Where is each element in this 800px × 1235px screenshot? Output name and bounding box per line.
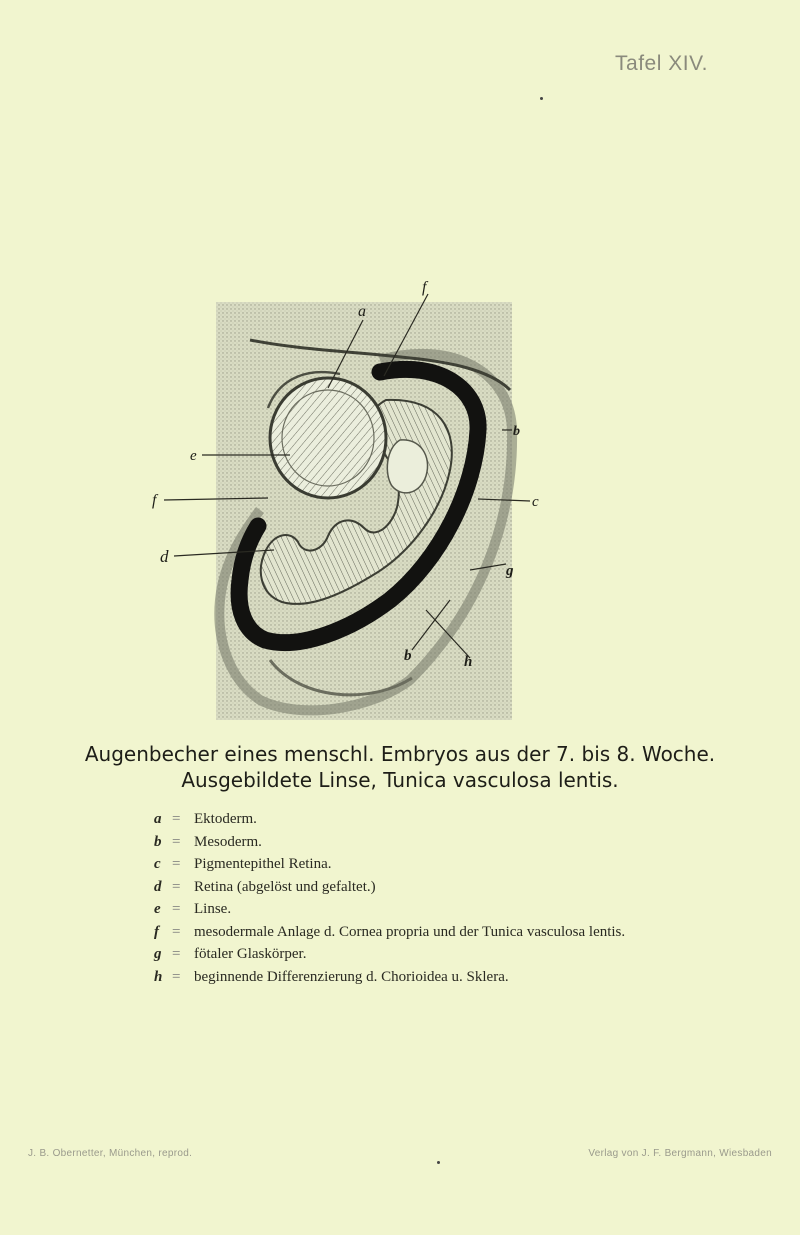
legend-key: d [154,878,162,895]
lens [270,378,386,498]
label-f-top: f [422,280,427,296]
footer-publisher-credit: Verlag von J. F. Bergmann, Wiesbaden [588,1148,772,1159]
legend-equals: = [172,923,181,940]
legend-item [154,898,625,921]
label-a: a [358,303,366,320]
legend-text: Pigmentepithel Retina. [194,856,332,872]
legend-item [154,943,625,966]
plate-number: Tafel XIV. [615,52,708,75]
legend-key: b [154,833,162,850]
legend-text: Ektoderm. [194,811,257,827]
embryo-eye-illustration [150,280,550,720]
footer-reproduction-credit: J. B. Obernetter, München, reprod. [28,1148,193,1159]
legend-key: g [154,946,162,962]
legend-item [154,876,625,899]
label-b-bottom: b [404,648,412,664]
legend-key: e [154,901,161,917]
label-h: h [464,654,473,670]
label-f-left: f [152,492,157,509]
figure-subtitle: Ausgebildete Linse, Tunica vasculosa lentis. [181,768,619,792]
legend-equals: = [172,946,181,962]
label-g: g [506,563,514,579]
legend-key: a [154,811,162,827]
legend-equals: = [172,811,181,827]
legend-item [154,808,625,831]
legend-item [154,853,625,876]
figure-legend [154,808,625,988]
legend-key: f [154,923,159,940]
histology-drawing [150,280,550,720]
legend-key: c [154,856,161,872]
legend-text: fötaler Glaskörper. [194,946,307,962]
legend-text: Retina (abgelöst und gefaltet.) [194,878,376,895]
retina-fold-pocket [387,440,427,493]
legend-text: Linse. [194,901,232,917]
legend-key: h [154,968,163,985]
speck-mark [437,1161,440,1164]
legend-equals: = [172,901,181,917]
label-e: e [190,448,197,464]
figure-title: Augenbecher eines menschl. Embryos aus der 7. bis 8. Woche. [84,742,716,766]
legend-text: mesodermale Anlage d. Cornea propria und der Tunica vasculosa lentis. [194,923,626,940]
legend-text: Mesoderm. [194,833,262,850]
legend-equals: = [172,968,181,985]
legend-equals: = [172,878,181,895]
label-b-right: b [513,424,520,439]
legend-item [154,831,625,854]
speck-mark [540,97,543,100]
legend-equals: = [172,833,181,850]
legend-text: beginnende Differenzierung d. Chorioidea u. Sklera. [194,968,509,985]
legend-item [154,966,625,989]
legend-item [154,921,625,944]
label-c: c [532,494,539,510]
legend-equals: = [172,856,181,872]
label-d: d [160,547,169,566]
